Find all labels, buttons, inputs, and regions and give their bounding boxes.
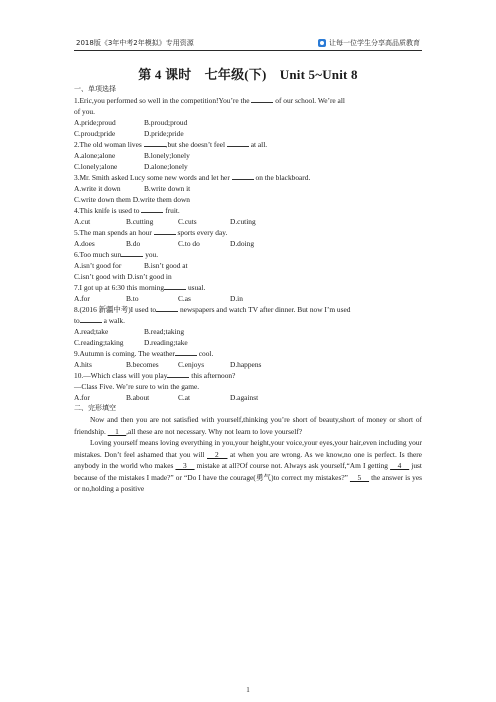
brand-logo-icon bbox=[318, 39, 326, 47]
question-4: 4.This knife is used to fruit. bbox=[74, 206, 180, 215]
answer-blank bbox=[154, 227, 176, 235]
cloze-blank-3: 3 bbox=[175, 461, 195, 470]
answer-blank bbox=[227, 139, 249, 147]
section-heading-single-choice: 一、单项选择 bbox=[74, 85, 116, 93]
question-9: 9.Autumn is coming. The weather cool. bbox=[74, 349, 214, 358]
question-3: 3.Mr. Smith asked Lucy some new words and let her on the blackboard. bbox=[74, 173, 311, 182]
answer-blank bbox=[232, 172, 254, 180]
answer-blank bbox=[80, 315, 102, 323]
cloze-blank-2: 2 bbox=[207, 449, 228, 459]
question-5-options: A.does B.do C.to do D.doing bbox=[74, 239, 255, 248]
question-10-reply: —Class Five. We’re sure to win the game. bbox=[74, 382, 200, 391]
question-1-cont: of you. bbox=[74, 107, 95, 116]
header-rule bbox=[74, 50, 422, 51]
answer-blank bbox=[156, 304, 178, 312]
question-8-options: A.read;take B.read;taking bbox=[74, 327, 185, 336]
header-slogan-group bbox=[318, 38, 420, 48]
option-a: A.pride;proud bbox=[74, 118, 116, 127]
question-1-options bbox=[74, 117, 422, 128]
question-1-options-2 bbox=[74, 128, 422, 139]
question-9-options: A.hits B.becomes C.enjoys D.happens bbox=[74, 360, 262, 369]
question-10: 10.—Which class will you play this afternoon? bbox=[74, 371, 236, 380]
question-1: 1.Eric,you performed so well in the competition!You’re the of our school. We’re all bbox=[74, 96, 345, 105]
question-3-options: A.write it down B.write down it bbox=[74, 184, 191, 193]
question-8-cont: to a walk. bbox=[74, 316, 125, 325]
answer-blank bbox=[141, 205, 163, 213]
question-5: 5.The man spends an hour sports every day. bbox=[74, 228, 228, 237]
page-header bbox=[74, 36, 422, 50]
question-7: 7.I got up at 6:30 this morning usual. bbox=[74, 283, 206, 292]
cloze-paragraph-1: Now and then you are not satisfied with yourself,thinking you’re short of beauty,short of money or short of friendship. 1 ,all these are not necessary. Why not learn to love yourself? bbox=[74, 415, 422, 436]
question-2-options: A.alone;alone B.lonely;lonely bbox=[74, 151, 190, 160]
answer-blank bbox=[175, 348, 197, 356]
question-8: 8.(2016 新疆中考)I used to newspapers and watch TV after dinner. But now I’m used bbox=[74, 305, 351, 314]
question-2-options-2: C.lonely;alone D.alone;lonely bbox=[74, 162, 188, 171]
page-number: 1 bbox=[246, 686, 250, 694]
header-slogan: 让每一位学生分享高品质教育 bbox=[329, 39, 420, 47]
question-6: 6.Too much sun you. bbox=[74, 250, 159, 259]
page-title: 第 4 课时 七年级(下) Unit 5~Unit 8 bbox=[138, 67, 358, 82]
cloze-blank-4: 4 bbox=[390, 461, 410, 470]
question-4-options: A.cut B.cutting C.cuts D.cuting bbox=[74, 217, 256, 226]
question-7-options: A.for B.to C.as D.in bbox=[74, 294, 243, 303]
cloze-paragraph-2: Loving yourself means loving everything in you,your height,your voice,your eyes,your hair,even including your mistakes. Don’t feel ashamed that you will 2 at when you are wrong. As we know,no one is perfect. Is there anybody in the world who makes 3 mistake at all?Of course not. Always ask yourself,“Am I getting 4 just because of the mistakes I made?” or “Do I have the courage(勇气)to correct my mistakes?” 5 the answer is yes or no,holding a positive bbox=[74, 438, 422, 493]
answer-blank bbox=[167, 370, 189, 378]
cloze-blank-5: 5 bbox=[349, 472, 370, 482]
cloze-blank-1: 1 bbox=[107, 426, 127, 436]
question-3-options-2: C.write down them D.write them down bbox=[74, 195, 190, 204]
option-d: D.pride;pride bbox=[144, 129, 184, 138]
question-6-options-2: C.isn’t good with D.isn’t good in bbox=[74, 272, 172, 281]
question-8-options-2: C.reading;taking D.reading;take bbox=[74, 338, 188, 347]
answer-blank bbox=[121, 249, 143, 257]
option-c: C.proud;pride bbox=[74, 129, 116, 138]
section-heading-cloze: 二、完形填空 bbox=[74, 404, 116, 412]
option-b: B.proud;proud bbox=[144, 118, 188, 127]
answer-blank bbox=[251, 95, 273, 103]
header-source: 2018版《3年中考2年模拟》专用资源 bbox=[76, 39, 194, 47]
question-10-options: A.for B.about C.at D.against bbox=[74, 393, 259, 402]
question-2: 2.The old woman lives ,but she doesn’t feel at all. bbox=[74, 140, 268, 149]
answer-blank bbox=[144, 139, 166, 147]
document-body bbox=[74, 84, 422, 495]
question-6-options: A.isn’t good for B.isn’t good at bbox=[74, 261, 188, 270]
answer-blank bbox=[164, 282, 186, 290]
